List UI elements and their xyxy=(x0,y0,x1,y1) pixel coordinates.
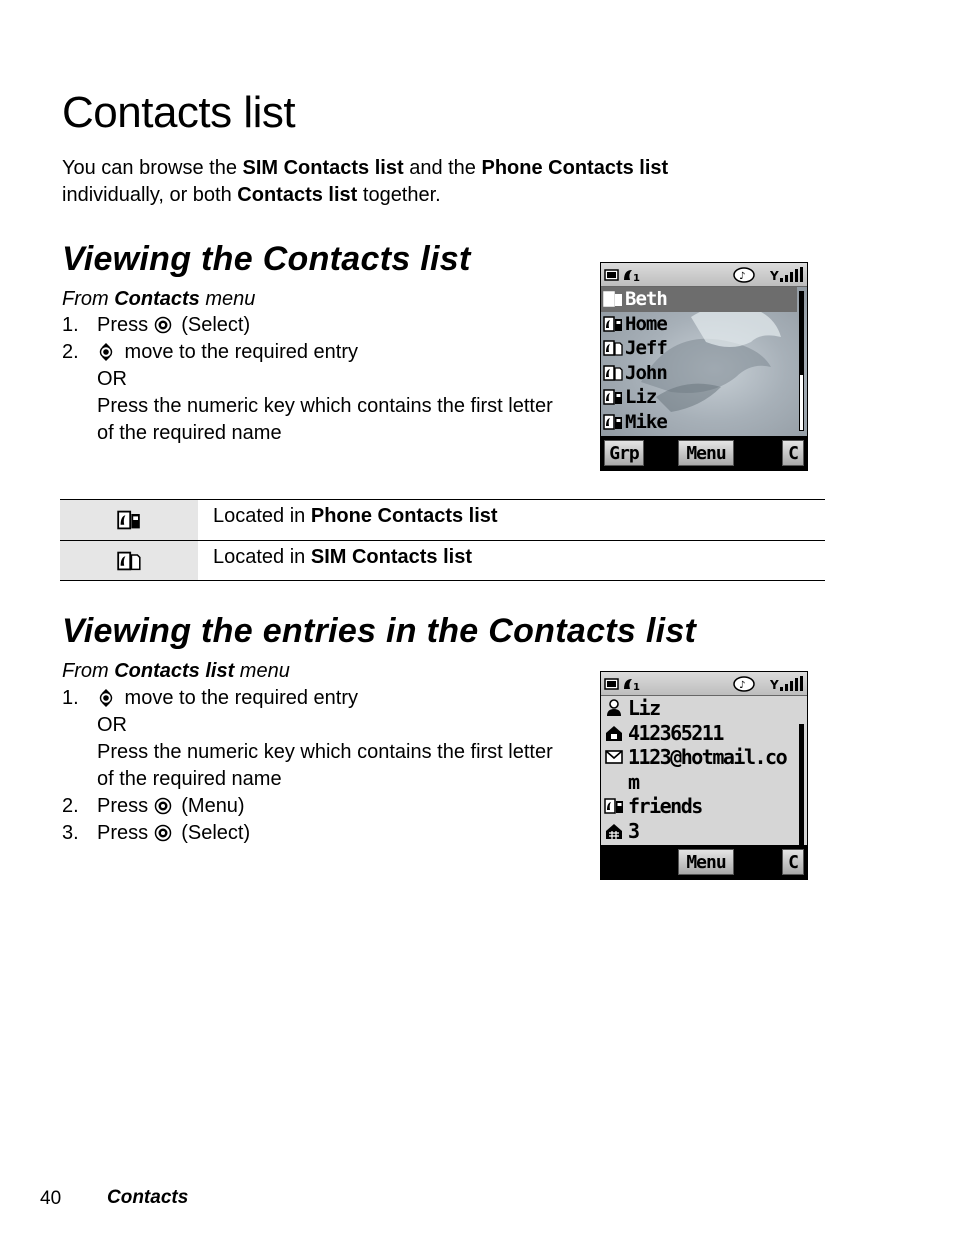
footer-section-name: Contacts xyxy=(107,1187,189,1208)
select-key-icon xyxy=(154,316,172,334)
legend-text-phone: Located in Phone Contacts list xyxy=(213,505,498,527)
memory-location-icon xyxy=(604,821,624,841)
detail-email-continuation: m xyxy=(628,769,639,794)
from-menu-line-2: From Contacts list menu xyxy=(62,660,290,682)
legend-row-sim xyxy=(60,540,825,580)
softkey-bar xyxy=(601,436,807,470)
home-phone-icon xyxy=(604,723,624,743)
signal-strength-icon xyxy=(770,675,804,693)
page-title: Contacts list xyxy=(62,88,296,137)
section-heading-viewing-entries: Viewing the entries in the Contacts list xyxy=(62,612,697,650)
select-key-icon xyxy=(154,824,172,842)
detail-email-row: 1123@hotmail.co xyxy=(601,745,807,770)
detail-name-row: Liz xyxy=(601,696,807,721)
legend-row-phone xyxy=(60,500,825,540)
contact-item-beth[interactable]: Beth xyxy=(601,287,797,312)
phone-contact-icon xyxy=(603,412,623,432)
contact-item-liz[interactable]: Liz xyxy=(601,385,807,410)
scrollbar[interactable] xyxy=(799,724,804,845)
phone-contact-icon xyxy=(117,508,141,532)
select-key-icon xyxy=(154,797,172,815)
svg-text:Y: Y xyxy=(770,677,779,692)
detail-group-row: friends xyxy=(601,794,807,819)
detail-location-row: 3 xyxy=(601,819,807,844)
contact-item-mike[interactable]: Mike xyxy=(601,410,807,435)
status-bar xyxy=(601,263,807,287)
clear-softkey[interactable]: C xyxy=(782,440,804,466)
sim-contact-icon xyxy=(603,338,623,358)
steps-list-1 xyxy=(62,312,562,447)
intro-paragraph: You can browse the SIM Contacts list and the Phone Contacts list individually, or both Contacts list together. xyxy=(62,157,669,206)
phone-contact-icon xyxy=(603,314,623,334)
line-1-icon xyxy=(622,267,642,283)
contact-item-home[interactable]: Home xyxy=(601,312,807,337)
svg-text:Y: Y xyxy=(770,268,779,283)
status-bar xyxy=(601,672,807,696)
nav-key-icon xyxy=(97,687,115,709)
line-1-icon xyxy=(622,676,642,692)
page-number: 40 xyxy=(40,1188,62,1209)
signal-strength-icon xyxy=(770,266,804,284)
contact-location-legend xyxy=(60,499,825,581)
person-icon xyxy=(604,698,624,718)
step-3: 3. Press (Select) xyxy=(62,822,251,844)
step-2: 2. Press (Menu) xyxy=(62,795,245,817)
menu-softkey[interactable]: Menu xyxy=(678,440,734,466)
contacts-list-view xyxy=(601,287,807,436)
battery-icon xyxy=(604,268,620,282)
group-softkey[interactable]: Grp xyxy=(604,440,644,466)
contact-item-john[interactable]: John xyxy=(601,361,807,386)
nav-key-icon xyxy=(97,341,115,363)
legend-text-sim: Located in SIM Contacts list xyxy=(213,546,472,568)
step-1: 1. move to the required entry OR Press the numeric key which contains the first letter of the required name xyxy=(62,687,553,790)
ringtone-icon xyxy=(732,676,756,692)
phone-screen-contact-detail xyxy=(600,671,808,880)
sim-contact-icon xyxy=(603,363,623,383)
sim-contact-icon xyxy=(117,549,141,573)
steps-list-2 xyxy=(62,685,562,847)
section-heading-viewing-list: Viewing the Contacts list xyxy=(62,240,471,278)
svg-text:♪: ♪ xyxy=(739,270,746,282)
phone-screen-contacts-list xyxy=(600,262,808,471)
email-icon xyxy=(604,747,624,767)
phone-contact-icon xyxy=(603,387,623,407)
battery-icon xyxy=(604,677,620,691)
scroll-thumb[interactable] xyxy=(800,725,803,845)
svg-text:1: 1 xyxy=(633,272,640,283)
ringtone-icon xyxy=(732,267,756,283)
contact-item-jeff[interactable]: Jeff xyxy=(601,336,807,361)
menu-softkey[interactable]: Menu xyxy=(678,849,734,875)
contact-detail-view xyxy=(601,696,807,845)
step-2: 2. move to the required entry OR Press the numeric key which contains the first letter of the required name xyxy=(62,341,553,444)
step-1: 1. Press (Select) xyxy=(62,314,251,336)
scroll-thumb[interactable] xyxy=(800,292,803,375)
softkey-bar xyxy=(601,845,807,879)
group-icon xyxy=(604,796,624,816)
from-menu-line: From Contacts menu xyxy=(62,288,256,310)
scrollbar[interactable] xyxy=(799,291,804,431)
detail-number-row: 412365211 xyxy=(601,721,807,746)
phone-contact-icon xyxy=(603,289,623,309)
clear-softkey[interactable]: C xyxy=(782,849,804,875)
svg-text:1: 1 xyxy=(633,681,640,692)
svg-text:♪: ♪ xyxy=(739,679,746,691)
